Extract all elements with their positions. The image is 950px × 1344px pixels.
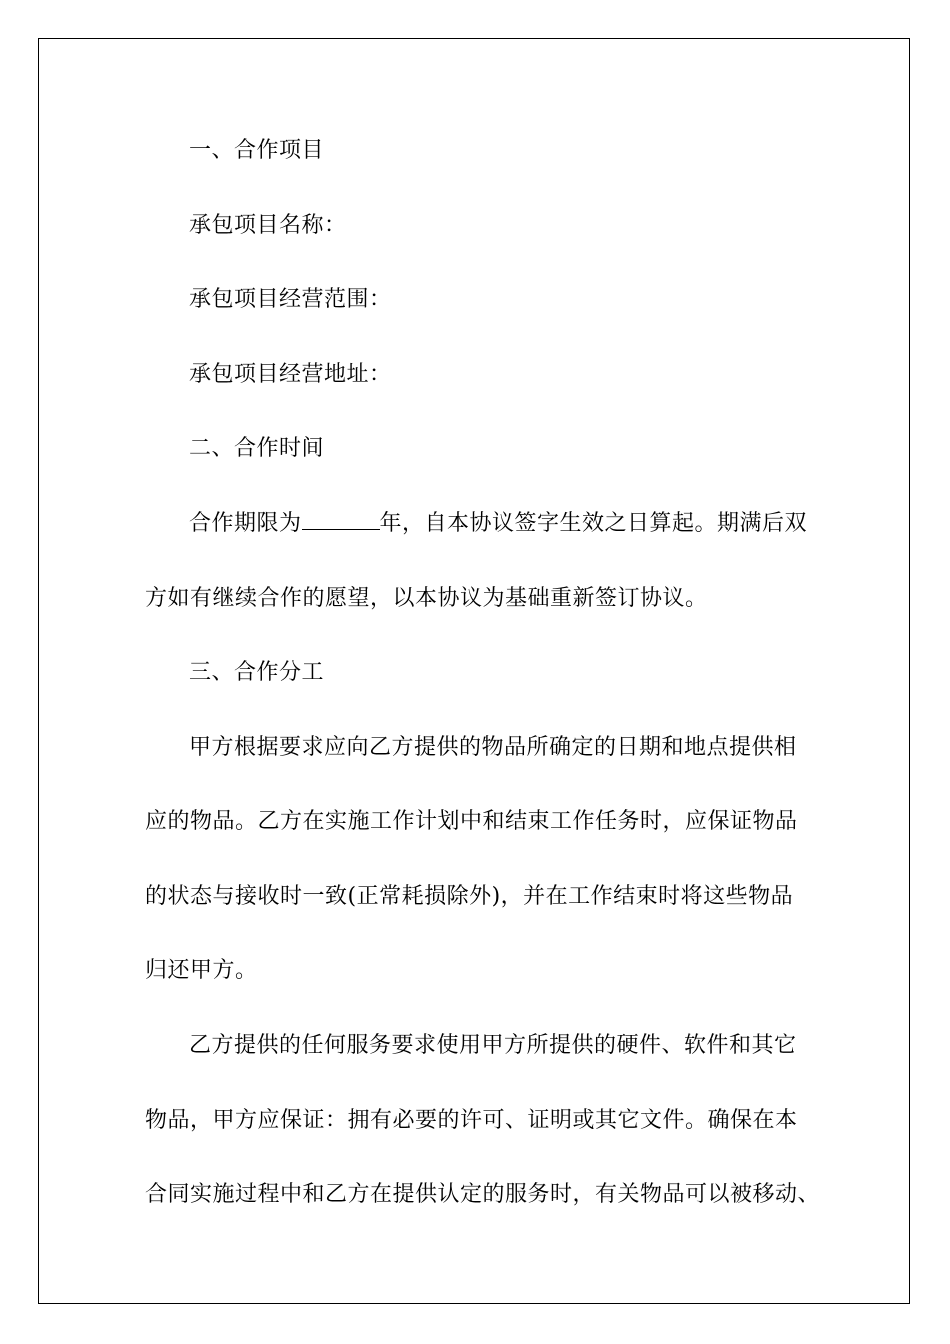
division-para2-line1: 乙方提供的任何服务要求使用甲方所提供的硬件、软件和其它 [189, 1033, 797, 1058]
project-name-field: 承包项目名称： [189, 213, 347, 238]
project-scope-field: 承包项目经营范围： [189, 287, 392, 312]
division-para1-line3: 的状态与接收时一致(正常耗损除外)，并在工作结束时将这些物品 [145, 884, 794, 909]
division-para2-line2: 物品，甲方应保证：拥有必要的许可、证明或其它文件。确保在本 [145, 1108, 798, 1133]
division-para2-line3: 合同实施过程中和乙方在提供认定的服务时，有关物品可以被移动、 [145, 1182, 821, 1207]
division-para1-line4: 归还甲方。 [145, 958, 258, 983]
term-years-blank [302, 509, 380, 530]
cooperation-term-line-2: 方如有继续合作的愿望，以本协议为基础重新签订协议。 [145, 586, 708, 611]
division-para1-line2: 应的物品。乙方在实施工作计划中和结束工作任务时，应保证物品 [145, 809, 798, 834]
project-address-field: 承包项目经营地址： [189, 362, 392, 387]
section-2-heading: 二、合作时间 [189, 436, 325, 461]
section-1-heading: 一、合作项目 [189, 138, 325, 163]
term-text-after: 年，自本协议签字生效之日算起。期满后双 [379, 511, 808, 536]
term-text-before: 合作期限为 [189, 511, 302, 536]
cooperation-term-line-1 [189, 509, 869, 539]
section-3-heading: 三、合作分工 [189, 660, 325, 685]
division-para1-line1: 甲方根据要求应向乙方提供的物品所确定的日期和地点提供相 [189, 735, 797, 760]
